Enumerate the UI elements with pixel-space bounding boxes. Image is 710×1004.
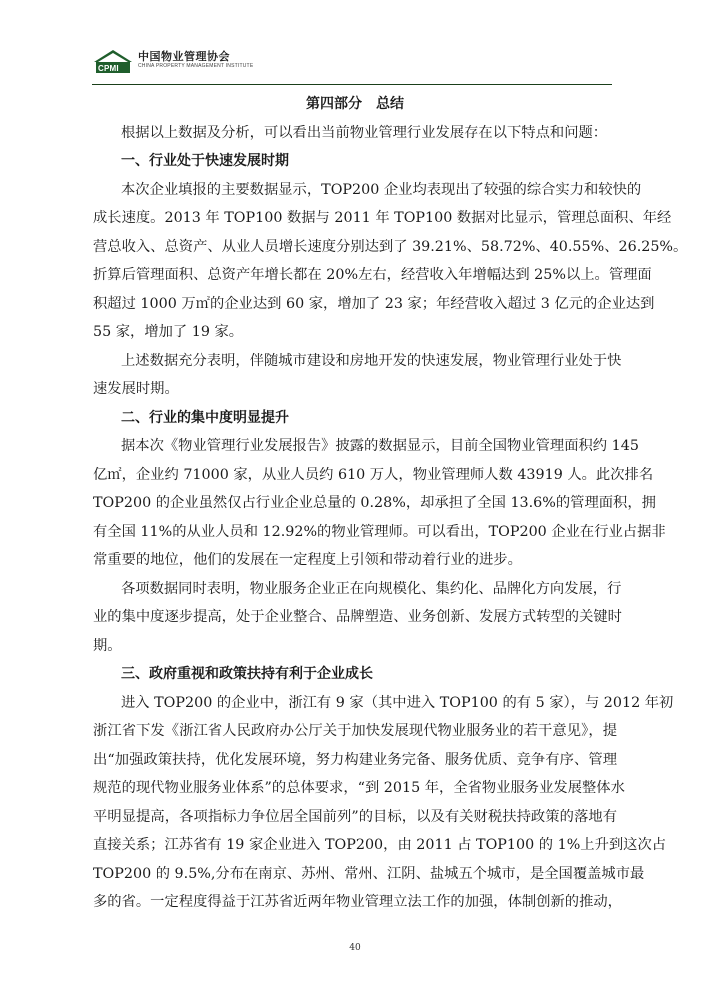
paragraph-line: 各项数据同时表明，物业服务企业正在向规模化、集约化、品牌化方向发展，行 xyxy=(121,580,622,597)
paragraph-line: 折算后管理面积、总资产年增长都在 20%左右，经营收入年增幅达到 25%以上。管理面 xyxy=(93,267,652,283)
section-heading: 一、行业处于快速发展时期 xyxy=(121,153,289,169)
paragraph-line: 55 家，增加了 19 家。 xyxy=(93,324,244,340)
paragraph-line: 直接关系；江苏省有 19 家企业进入 TOP200，由 2011 占 TOP100 的 1%上升到这次占 xyxy=(93,837,667,853)
paragraph-line: 浙江省下发《浙江省人民政府办公厅关于加快发展现代物业服务业的若干意见》，提 xyxy=(93,723,617,739)
paragraph-line: 据本次《物业管理行业发展报告》披露的数据显示，目前全国物业管理面积约 145 xyxy=(121,438,639,454)
paragraph-line: TOP200 的企业虽然仅占行业企业总量的 0.28%，却承担了全国 13.6%的管理面积，拥 xyxy=(93,495,656,511)
document-header xyxy=(92,48,253,80)
intro-paragraph: 根据以上数据及分析，可以看出当前物业管理行业发展存在以下特点和问题： xyxy=(121,124,608,141)
org-name-cn: 中国物业管理协会 xyxy=(138,50,230,63)
paragraph-line: TOP200 的 9.5%,分布在南京、苏州、常州、江阴、盐城五个城市，是全国覆盖城市最 xyxy=(93,865,645,882)
page-number: 40 xyxy=(349,943,361,953)
paragraph-line: 出“加强政策扶持，优化发展环境，努力构建业务完备、服务优质、竞争有序、管理 xyxy=(93,751,617,768)
section-heading: 二、行业的集中度明显提升 xyxy=(121,409,289,426)
paragraph-line: 多的省。一定程度得益于江苏省近两年物业管理立法工作的加强，体制创新的推动， xyxy=(93,894,622,910)
org-name-en: CHINA PROPERTY MANAGEMENT INSTITUTE xyxy=(138,63,254,69)
paragraph-line: 规范的现代物业服务业体系”的总体要求，“到 2015 年，全省物业服务业发展整体水 xyxy=(93,780,625,796)
paragraph-line: 本次企业填报的主要数据显示，TOP200 企业均表现出了较强的综合实力和较快的 xyxy=(121,181,642,198)
paragraph-line: 成长速度。2013 年 TOP100 数据与 2011 年 TOP100 数据对比显示，管理总面积、年经 xyxy=(93,210,672,226)
paragraph-line: 平明显提高，各项指标力争位居全国前列”的目标，以及有关财税扶持政策的落地有 xyxy=(93,808,617,825)
page-title: 第四部分 总结 xyxy=(306,96,404,112)
paragraph-line: 业的集中度逐步提高，处于企业整合、品牌塑造、业务创新、发展方式转型的关键时 xyxy=(93,609,622,625)
logo-abbreviation: CPMI xyxy=(98,64,119,73)
section-heading: 三、政府重视和政策扶持有利于企业成长 xyxy=(121,666,373,682)
paragraph-line: 常重要的地位，他们的发展在一定程度上引领和带动着行业的进步。 xyxy=(93,552,522,568)
paragraph-line: 亿㎡，企业约 71000 家，从业人员约 610 万人，物业管理师人数 43919 人。此次排名 xyxy=(93,466,654,483)
organization-name xyxy=(138,50,253,70)
paragraph-line: 期。 xyxy=(93,637,122,654)
sections xyxy=(93,147,688,917)
header-rule xyxy=(92,84,612,85)
paragraph-line: 速发展时期。 xyxy=(93,381,179,397)
paragraph-line: 进入 TOP200 的企业中，浙江有 9 家（其中进入 TOP100 的有 5 家），与 2012 年初 xyxy=(121,694,674,711)
cpmi-logo xyxy=(92,48,134,76)
page-content xyxy=(93,90,688,917)
paragraph-line: 积超过 1000 万㎡的企业达到 60 家，增加了 23 家；年经营收入超过 3 亿元的企业达到 xyxy=(93,295,655,312)
paragraph-line: 营总收入、总资产、从业人员增长速度分别达到了 39.21%、58.72%、40.55%、26.25%。 xyxy=(93,238,688,255)
paragraph-line: 上述数据充分表明，伴随城市建设和房地开发的快速发展，物业管理行业处于快 xyxy=(121,352,622,369)
paragraph-line: 有全国 11%的从业人员和 12.92%的物业管理师。可以看出，TOP200 企业在行业占据非 xyxy=(93,523,666,540)
